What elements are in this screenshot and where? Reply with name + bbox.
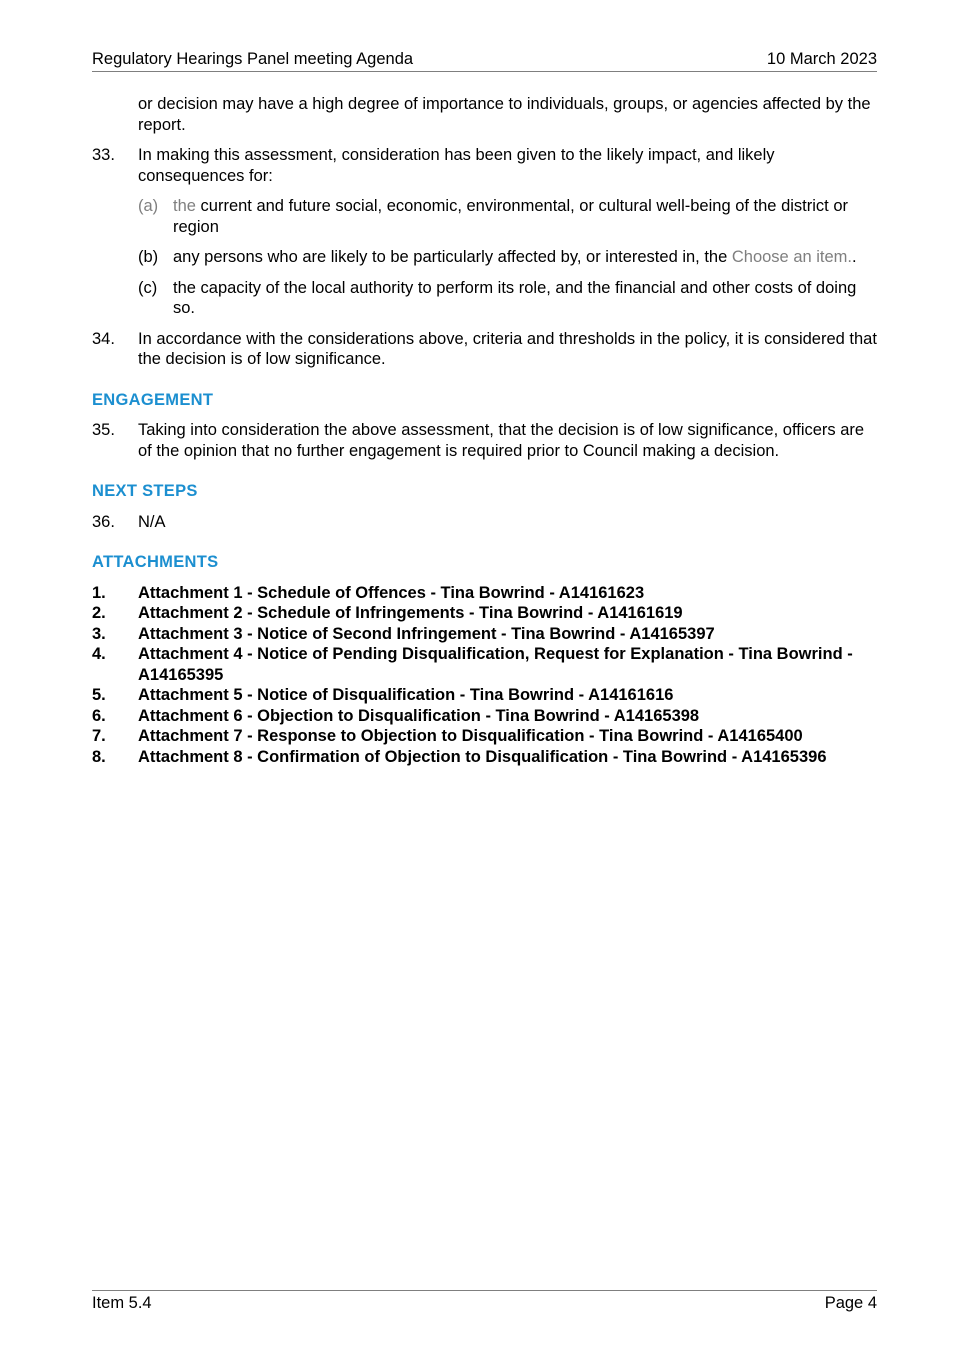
sub-item-text: current and future social, economic, environmental, or cultural well-being of the district or region bbox=[173, 197, 848, 236]
page-content bbox=[92, 94, 877, 767]
paragraph-33 bbox=[92, 145, 877, 186]
attachment-item[interactable] bbox=[92, 747, 877, 768]
attachment-item[interactable] bbox=[92, 726, 877, 747]
attachment-number: 5. bbox=[92, 686, 106, 704]
next-steps-heading: NEXT STEPS bbox=[92, 482, 198, 500]
paragraph-36 bbox=[92, 512, 877, 533]
attachment-number: 8. bbox=[92, 747, 106, 766]
paragraph-text: In accordance with the considerations above, criteria and thresholds in the policy, it is considered that the decision is of low significance. bbox=[138, 329, 877, 368]
paragraph-text: N/A bbox=[138, 512, 166, 531]
attachment-title[interactable]: Attachment 2 - Schedule of Infringements - Tina Bowrind - A14161619 bbox=[138, 604, 683, 622]
sub-item-label: (c) bbox=[138, 278, 158, 297]
paragraph-text: Taking into consideration the above assessment, that the decision is of low significance, officers are of the opinion that no further engagement is required prior to Council making a decision. bbox=[138, 421, 865, 460]
page-header bbox=[92, 49, 877, 72]
choose-item-placeholder[interactable]: Choose an item. bbox=[731, 248, 853, 266]
attachments-heading: ATTACHMENTS bbox=[92, 553, 219, 571]
attachment-number: 4. bbox=[92, 645, 106, 663]
attachment-number: 7. bbox=[92, 727, 106, 745]
paragraph-number: 35. bbox=[92, 421, 115, 439]
sub-item-a bbox=[92, 196, 877, 237]
attachment-item[interactable] bbox=[92, 583, 877, 604]
attachment-title[interactable]: Attachment 3 - Notice of Second Infringement - Tina Bowrind - A14165397 bbox=[138, 624, 715, 643]
attachment-title[interactable]: Attachment 4 - Notice of Pending Disqualification, Request for Explanation - Tina Bowrind - A14165395 bbox=[138, 645, 853, 684]
attachment-item[interactable] bbox=[92, 685, 877, 706]
header-date: 10 March 2023 bbox=[766, 50, 877, 68]
page-footer bbox=[92, 1290, 877, 1312]
attachment-title[interactable]: Attachment 6 - Objection to Disqualification - Tina Bowrind - A14165398 bbox=[138, 706, 700, 725]
sub-item-b bbox=[92, 247, 877, 268]
attachment-title[interactable]: Attachment 1 - Schedule of Offences - Tina Bowrind - A14161623 bbox=[138, 583, 645, 602]
attachment-number: 6. bbox=[92, 706, 106, 725]
attachment-title[interactable]: Attachment 5 - Notice of Disqualification - Tina Bowrind - A14161616 bbox=[138, 686, 674, 704]
paragraph-text: In making this assessment, consideration has been given to the likely impact, and likely consequences for: bbox=[138, 146, 775, 185]
sub-item-end: . bbox=[852, 248, 857, 266]
paragraph-number: 36. bbox=[92, 512, 115, 531]
continuation-paragraph: or decision may have a high degree of importance to individuals, groups, or agencies affected by the report. bbox=[138, 95, 871, 134]
engagement-heading: ENGAGEMENT bbox=[92, 390, 214, 409]
attachment-title[interactable]: Attachment 7 - Response to Objection to Disqualification - Tina Bowrind - A14165400 bbox=[138, 727, 803, 745]
header-title: Regulatory Hearings Panel meeting Agenda bbox=[92, 50, 414, 68]
attachment-item[interactable] bbox=[92, 624, 877, 645]
attachment-item[interactable] bbox=[92, 644, 877, 685]
attachment-title[interactable]: Attachment 8 - Confirmation of Objection to Disqualification - Tina Bowrind - A14165396 bbox=[138, 747, 827, 766]
sub-item-text: the capacity of the local authority to perform its role, and the financial and other costs of doing so. bbox=[173, 278, 857, 317]
paragraph-number: 34. bbox=[92, 329, 115, 348]
sub-item-c bbox=[92, 278, 877, 319]
sub-item-lead: the bbox=[173, 197, 196, 215]
attachment-number: 2. bbox=[92, 604, 106, 622]
paragraph-34 bbox=[92, 329, 877, 370]
attachment-number: 3. bbox=[92, 624, 106, 643]
sub-item-label: (a) bbox=[138, 197, 159, 215]
attachments-list bbox=[92, 583, 877, 768]
footer-page-number: Page 4 bbox=[824, 1294, 877, 1312]
paragraph-number: 33. bbox=[92, 146, 115, 164]
attachment-number: 1. bbox=[92, 583, 106, 602]
attachment-item[interactable] bbox=[92, 706, 877, 727]
sub-item-label: (b) bbox=[138, 248, 159, 266]
sub-item-text: any persons who are likely to be particularly affected by, or interested in, the bbox=[173, 248, 732, 266]
footer-item: Item 5.4 bbox=[92, 1294, 152, 1312]
paragraph-35 bbox=[92, 420, 877, 461]
attachment-item[interactable] bbox=[92, 603, 877, 624]
